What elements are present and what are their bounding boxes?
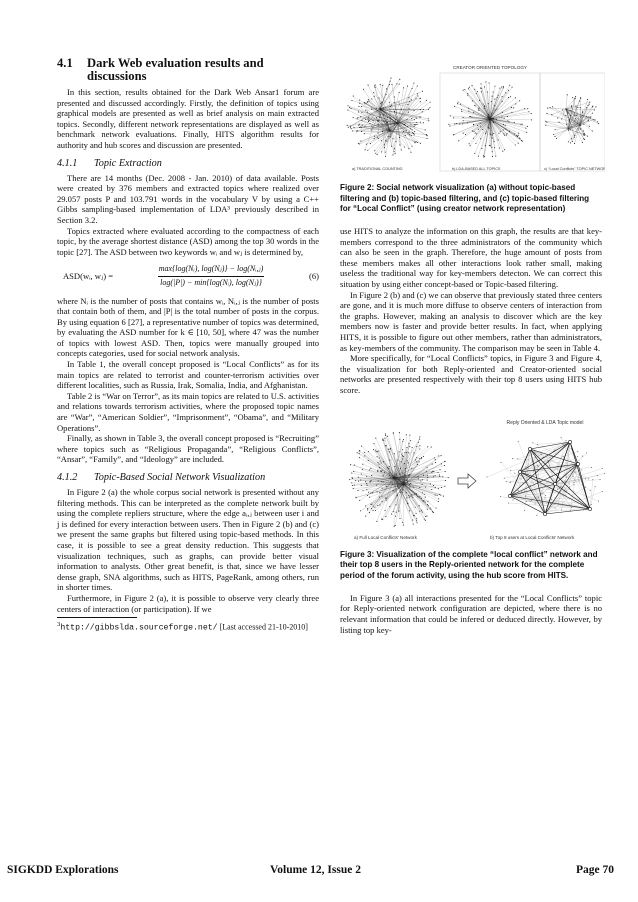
figure-3b-label: b) Top 8 users at Local Conflicts’ Network bbox=[490, 534, 575, 540]
subsection-heading-network-visualization bbox=[57, 472, 319, 484]
paragraph: Table 2 is “War on Terror”, as its main topics are related to U.S. activities and relations towards terrorism activities, where the proposed topic names are “War”, “American Soldier”, “Imprisonment”, “Obama”, and “Military Operations”. bbox=[57, 390, 319, 433]
figure-2a-label: a) TRADITIONAL COUNTING bbox=[352, 167, 403, 171]
section-intro: In this section, results obtained for the Dark Web Ansar1 forum are presented and discussed accordingly. Firstly, the definition of topics using graphical models are presented as well as brief analysis on main extracted topics. Secondly, different network representations are displayed as well as benchmark network evaluations. Finally, HITS algorithm results for authority and hub scores and discussion are presented. bbox=[57, 87, 319, 150]
footnote bbox=[57, 620, 319, 634]
equation-lhs: ASD(wᵢ, wⱼ) = bbox=[63, 271, 114, 282]
right-column bbox=[340, 55, 605, 635]
figure-3-graphs bbox=[340, 414, 605, 544]
footnote-url[interactable]: http://gibbslda.sourceforge.net/ bbox=[60, 623, 218, 633]
footer-page: Page 70 bbox=[576, 864, 615, 876]
network-graph-full-local-conflicts bbox=[349, 432, 449, 527]
left-column bbox=[57, 55, 319, 634]
subsection-heading-topic-extraction bbox=[57, 158, 319, 170]
footnote-rule bbox=[57, 617, 137, 618]
paragraph: There are 14 months (Dec. 2008 - Jan. 2010) of data available. Posts were created by 376 members and extracted topics where realized over 29.057 posts P and 103.791 words in the vocabulary V by using a C++ Gibbs sampling-based implementation of LDA³ previously described in Section 3.2. bbox=[57, 172, 319, 225]
section-title: Dark Web evaluation results and discussions bbox=[87, 56, 264, 83]
subsection-title: Topic Extraction bbox=[94, 157, 162, 169]
paragraph: In Table 1, the overall concept proposed is “Local Conflicts” as for its main topics are related to terrorist and counter-terrorism activities over different localities, such as Russia, Irak, Somalia, India, and Afghanistan. bbox=[57, 359, 319, 391]
paragraph: In Figure 2 (a) the whole corpus social network is presented without any filtering methods. This can be interpreted as the complete network built by using the complete repliers structure, where the edge aᵢ,ⱼ between user i and j is defined for every interaction between users. Then in Figure 2 (b) and (c) we present the same graphs but filtered using topic-based methods. In this case, it is possible to see a great density reduction. This suggests that visualization techniques, such as graphs, can provide better visual information to analysts. Other great benefit, is that, since we have lesser dense graph, SNA algorithms, such as HITS, PageRank, among others, run in shorter times. bbox=[57, 487, 319, 593]
figure-2-graphs bbox=[340, 55, 605, 177]
paragraph: More specifically, for “Local Conflicts” topics, in Figure 3 and Figure 4, the visualization for both Reply-oriented and Creator-oriented social networks are presented respectively with their top 8 users using HITS hub score. bbox=[340, 353, 602, 396]
network-graph-traditional bbox=[347, 78, 431, 157]
paragraph: where Nᵢ is the number of posts that contains wᵢ, Nᵢ,ⱼ is the number of posts that contain both of them, and |P| is the total number of posts in the corpus. By using equation 6 [27], a representative number of topics was determined, by evaluating the ASD number for k ∈ [10, 50], where 47 was the number of topics with lowest ASD. Then, topics were manually grouped into concepts categories, used for social network analysis. bbox=[57, 295, 319, 359]
paragraph: use HITS to analyze the information on this graph, the results are that key-members correspond to the three administrators of the community which can also be seen in the graph. Therefore, the huge amount of posts from these members makes all other interactions look rather small, making useless the traditional way for key-members detecton. We can correct this situation by using either concept-based or Topic-based filtering. bbox=[340, 226, 602, 290]
network-graph-top-8-users bbox=[486, 437, 604, 516]
arrow-icon bbox=[458, 474, 476, 488]
figure-3 bbox=[340, 414, 605, 544]
footer-journal: SIGKDD Explorations bbox=[7, 864, 119, 876]
subsection-number: 4.1.1 bbox=[57, 157, 78, 169]
footnote-mark: 3 bbox=[57, 621, 61, 629]
figure-3-top-label: Reply Oriented & LDA Topic model bbox=[506, 419, 584, 426]
figure-2b-label: b) LDA-BASED ALL TOPICS bbox=[452, 167, 501, 171]
figure-2 bbox=[340, 55, 605, 183]
subsection-title: Topic-Based Social Network Visualization bbox=[94, 472, 266, 483]
section-heading bbox=[57, 57, 319, 83]
footer-volume: Volume 12, Issue 2 bbox=[270, 864, 361, 876]
footnote-accessed: [Last accessed 21-10-2010] bbox=[219, 622, 308, 632]
paragraph: In Figure 2 (b) and (c) we can observe that previously stated three centers are gone, and it is much more diffuse to observe centers of interaction from the graphs. However, making an analysis to discover which are the key members now is faster and provide better results. In fact, when applying HITS, it is possible to figure out other members, rather than administrators, as key-members of the community. The comparison may be seen in Table 4. bbox=[340, 289, 602, 353]
equation-asd bbox=[57, 264, 319, 288]
equation-fraction bbox=[158, 264, 265, 288]
equation-number: (6) bbox=[309, 271, 319, 282]
paragraph: Finally, as shown in Table 3, the overall concept proposed is “Recruiting” where topics such as “Religious Propaganda”, “Religious Conflicts”, “Ansar”, “Family”, and “Ideology” are included. bbox=[57, 433, 319, 465]
section-number: 4.1 bbox=[57, 56, 73, 70]
paragraph: Furthermore, in Figure 2 (a), it is possible to observe very clearly three centers of interaction (or participation). If we bbox=[57, 592, 319, 614]
equation-denominator: log(|P|) − min{log(Nᵢ), log(Nⱼ)} bbox=[160, 277, 262, 287]
figure-2c-label: c) “Local Conflicts” TOPIC NETWORK bbox=[544, 167, 605, 171]
network-graph-lda-all-topics bbox=[448, 81, 532, 157]
subsection-number: 4.1.2 bbox=[57, 472, 78, 483]
paragraph: Topics extracted where evaluated according to the compactness of each topic, by the average shortest distance (ASD) among the top 30 words in the topic [27]. The ASD between two keywords wᵢ and wⱼ is determined by, bbox=[57, 225, 319, 257]
figure-2-caption: Figure 2: Social network visualization (a) without topic-based filtering and (b) topic-based filtering, and (c) topic-based filtering for “Local Conflict” (using creator network representation) bbox=[340, 183, 590, 214]
figure-3a-label: a) Full Local Conflicts’ Network bbox=[354, 534, 417, 540]
paragraph: In Figure 3 (a) all interactions presented for the “Local Conflicts” topic for Reply-oriented network configuration are depicted, where there is no relevant information that could be infered or deduced directly. However, by listing top key- bbox=[340, 592, 602, 635]
equation-numerator: max{log(Nᵢ), log(Nⱼ)} − log(Nᵢ,ⱼ) bbox=[158, 264, 265, 277]
figure-2-top-label: CREATOR ORIENTED TOPOLOGY bbox=[453, 65, 527, 70]
figure-3-caption: Figure 3: Visualization of the complete “local conflict” network and their top 8 users in the Reply-oriented network for the complete period of the forum activity, using the hub score from HITS. bbox=[340, 549, 598, 581]
network-graph-local-conflicts bbox=[545, 94, 599, 144]
